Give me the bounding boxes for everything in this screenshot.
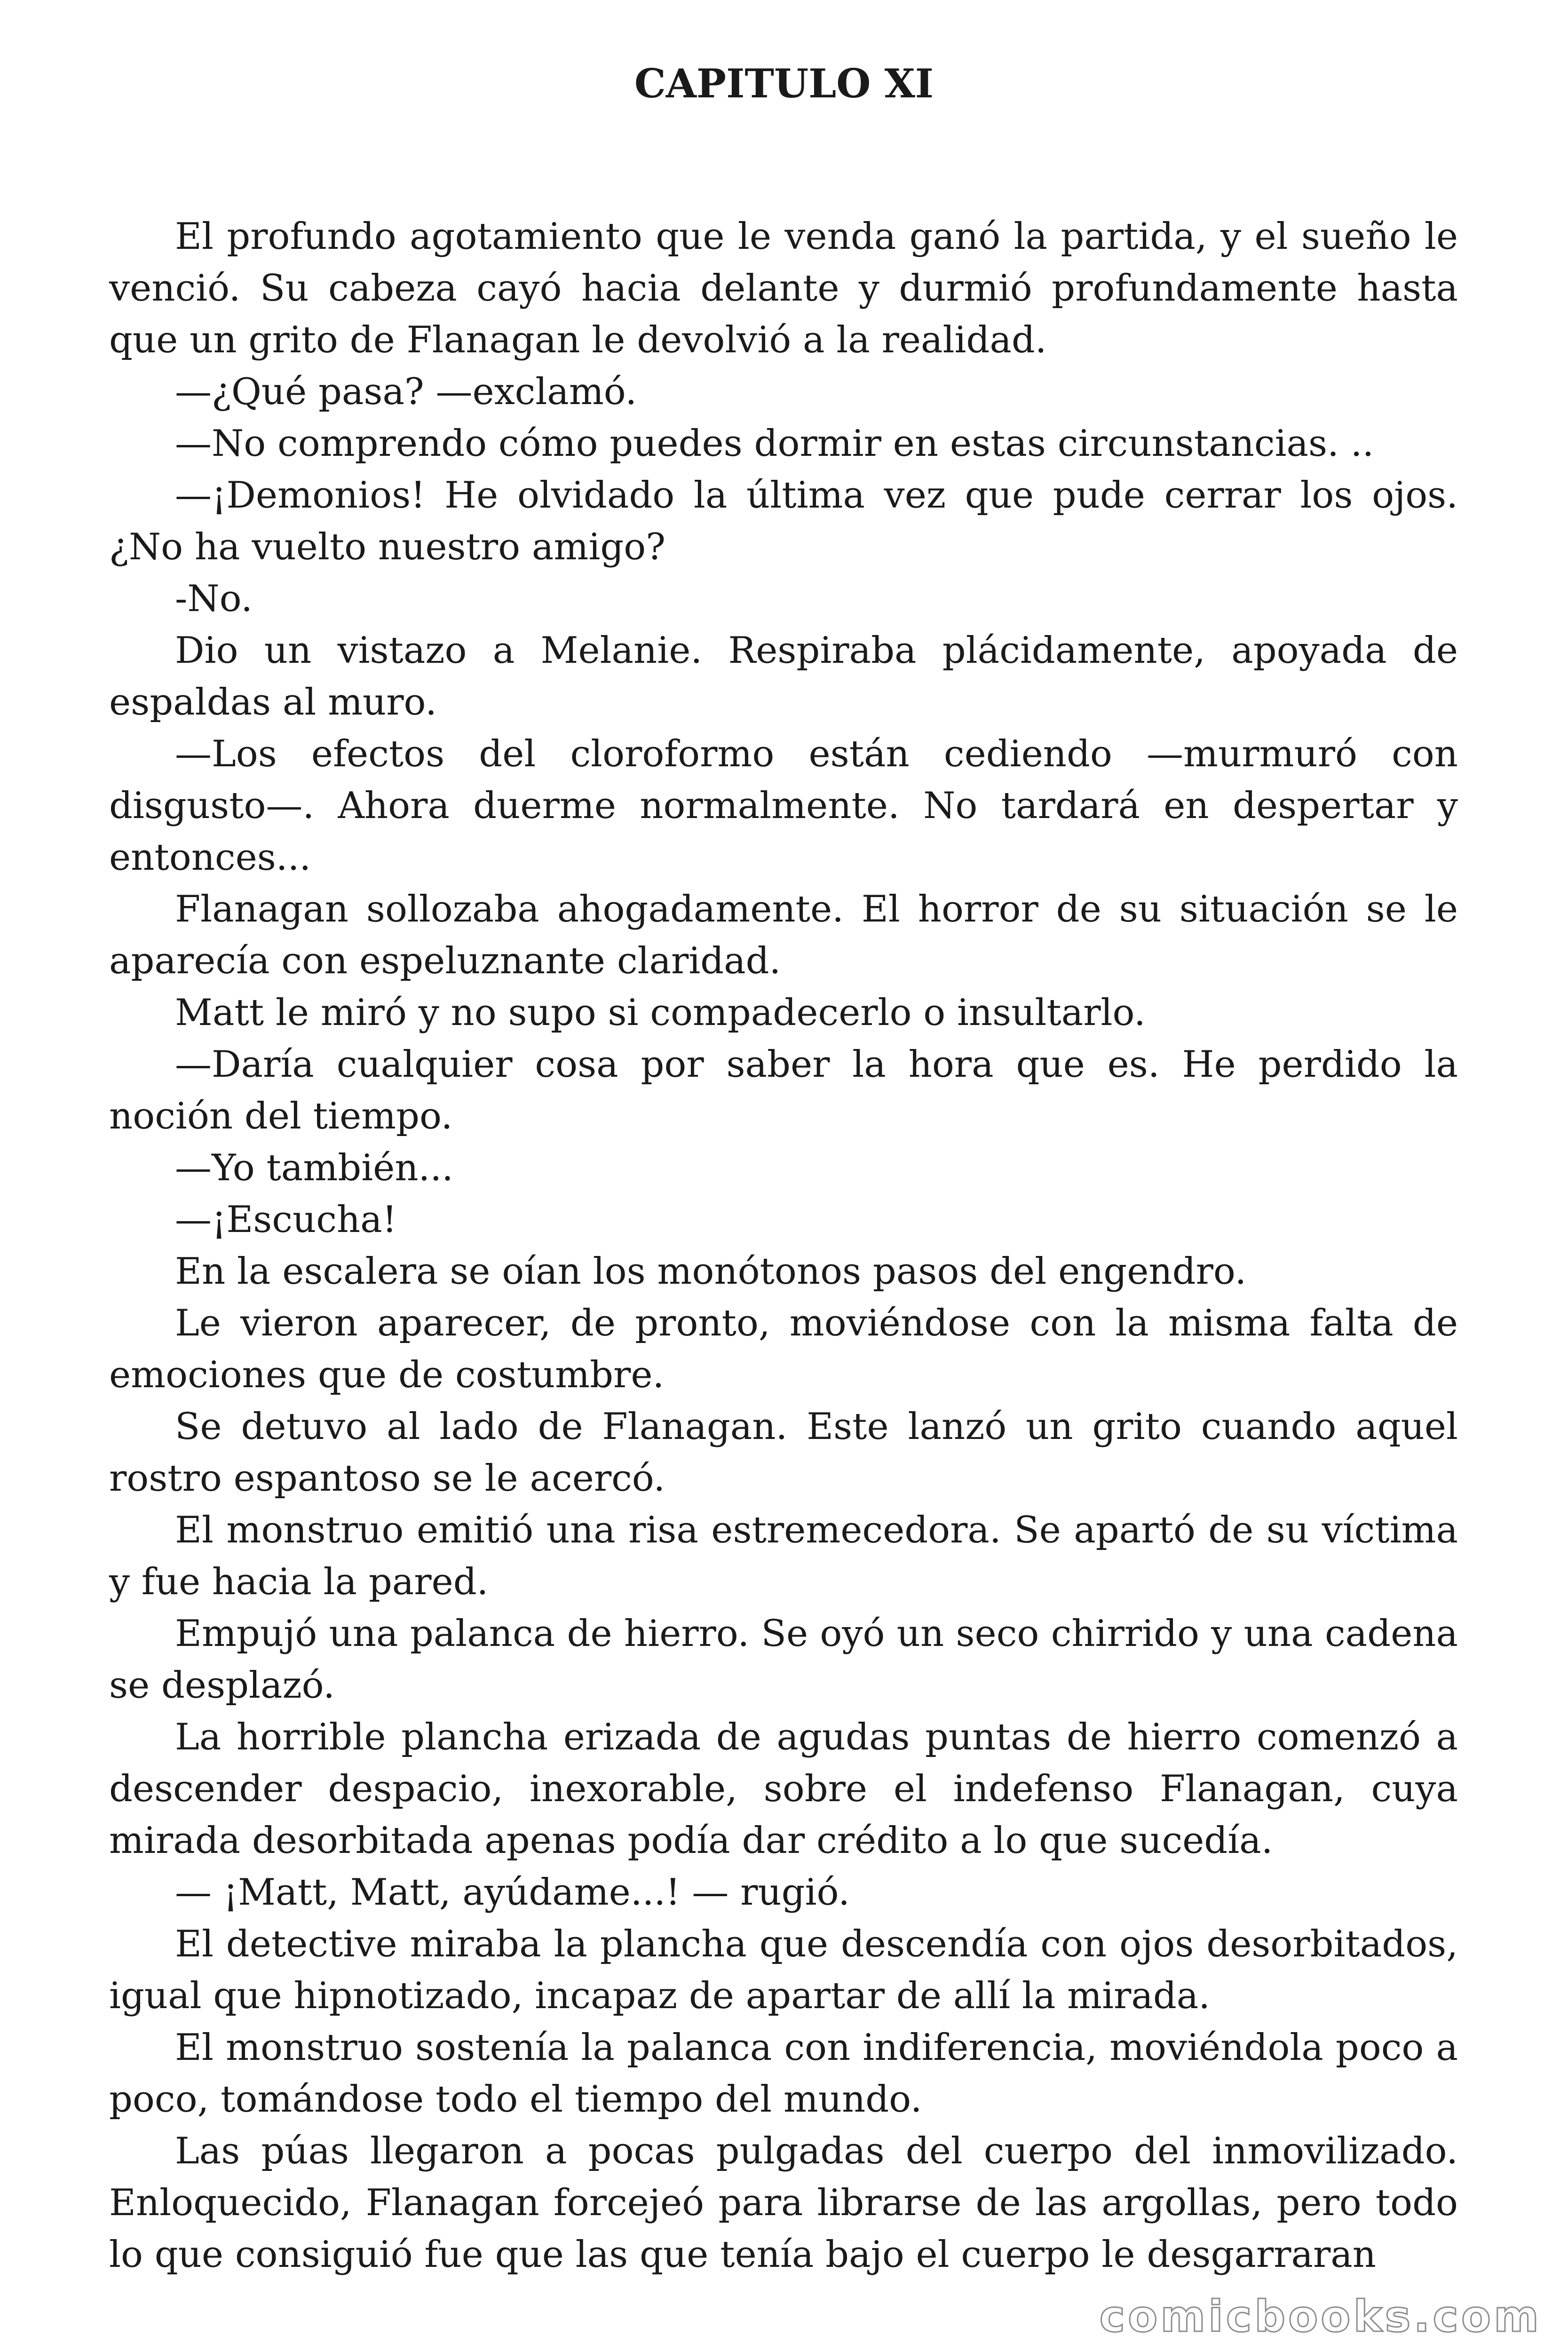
paragraph: Las púas llegaron a pocas pulgadas del cuerpo del inmovilizado. Enloquecido, Flanagan forcejeó para librarse de las argollas, pero todo lo que consiguió fue que las que tenía bajo el cuerpo le desgarraran — [109, 2130, 1458, 2276]
paragraph: —¿Qué pasa? —exclamó. — [175, 371, 637, 413]
paragraph: — ¡Matt, Matt, ayúdame...! — rugió. — [175, 1871, 850, 1914]
paragraph: Se detuvo al lado de Flanagan. Este lanzó un grito cuando aquel rostro espantoso se le acercó. — [109, 1406, 1458, 1500]
paragraph: La horrible plancha erizada de agudas puntas de hierro comenzó a descender despacio, inexorable, sobre el indefenso Flanagan, cuya mirada desorbitada apenas podía dar crédito a lo que sucedía. — [109, 1716, 1458, 1862]
paragraph: —Yo también... — [175, 1147, 453, 1189]
paragraph: —Los efectos del cloroformo están cediendo —murmuró con disgusto—. Ahora duerme normalmente. No tardará en despertar y entonces... — [109, 733, 1458, 879]
paragraph: —¡Demonios! He olvidado la última vez que pude cerrar los ojos. ¿No ha vuelto nuestro amigo? — [109, 474, 1458, 568]
paragraph: -No. — [175, 578, 253, 620]
paragraph: El detective miraba la plancha que descendía con ojos desorbitados, igual que hipnotizado, incapaz de apartar de allí la mirada. — [109, 1923, 1458, 2017]
paragraph: Dio un vistazo a Melanie. Respiraba plácidamente, apoyada de espaldas al muro. — [109, 629, 1458, 723]
paragraph: El monstruo emitió una risa estremecedora. Se apartó de su víctima y fue hacia la pared. — [109, 1509, 1458, 1603]
paragraph: Le vieron aparecer, de pronto, moviéndose con la misma falta de emociones que de costumbre. — [109, 1302, 1458, 1396]
paragraph: —¡Escucha! — [175, 1199, 397, 1241]
paragraph: El profundo agotamiento que le venda ganó la partida, y el sueño le venció. Su cabeza cayó hacia delante y durmió profundamente hasta que un grito de Flanagan le devolvió a la realidad. — [109, 215, 1458, 361]
watermark: comicbooks.com — [1099, 2291, 1542, 2342]
paragraph: —No comprendo cómo puedes dormir en estas circunstancias. .. — [175, 422, 1374, 465]
paragraph: El monstruo sostenía la palanca con indiferencia, moviéndola poco a poco, tomándose todo el tiempo del mundo. — [109, 2026, 1458, 2121]
paragraph: —Daría cualquier cosa por saber la hora que es. He perdido la noción del tiempo. — [109, 1043, 1458, 1137]
chapter-title: CAPITULO XI — [634, 60, 934, 107]
paragraph: Flanagan sollozaba ahogadamente. El horror de su situación se le aparecía con espeluznante claridad. — [109, 888, 1458, 982]
chapter-body — [109, 211, 1458, 2280]
paragraph: Matt le miró y no supo si compadecerlo o insultarlo. — [175, 992, 1146, 1034]
paragraph: Empujó una palanca de hierro. Se oyó un seco chirrido y una cadena se desplazó. — [109, 1613, 1458, 1707]
paragraph: En la escalera se oían los monótonos pasos del engendro. — [175, 1250, 1247, 1293]
